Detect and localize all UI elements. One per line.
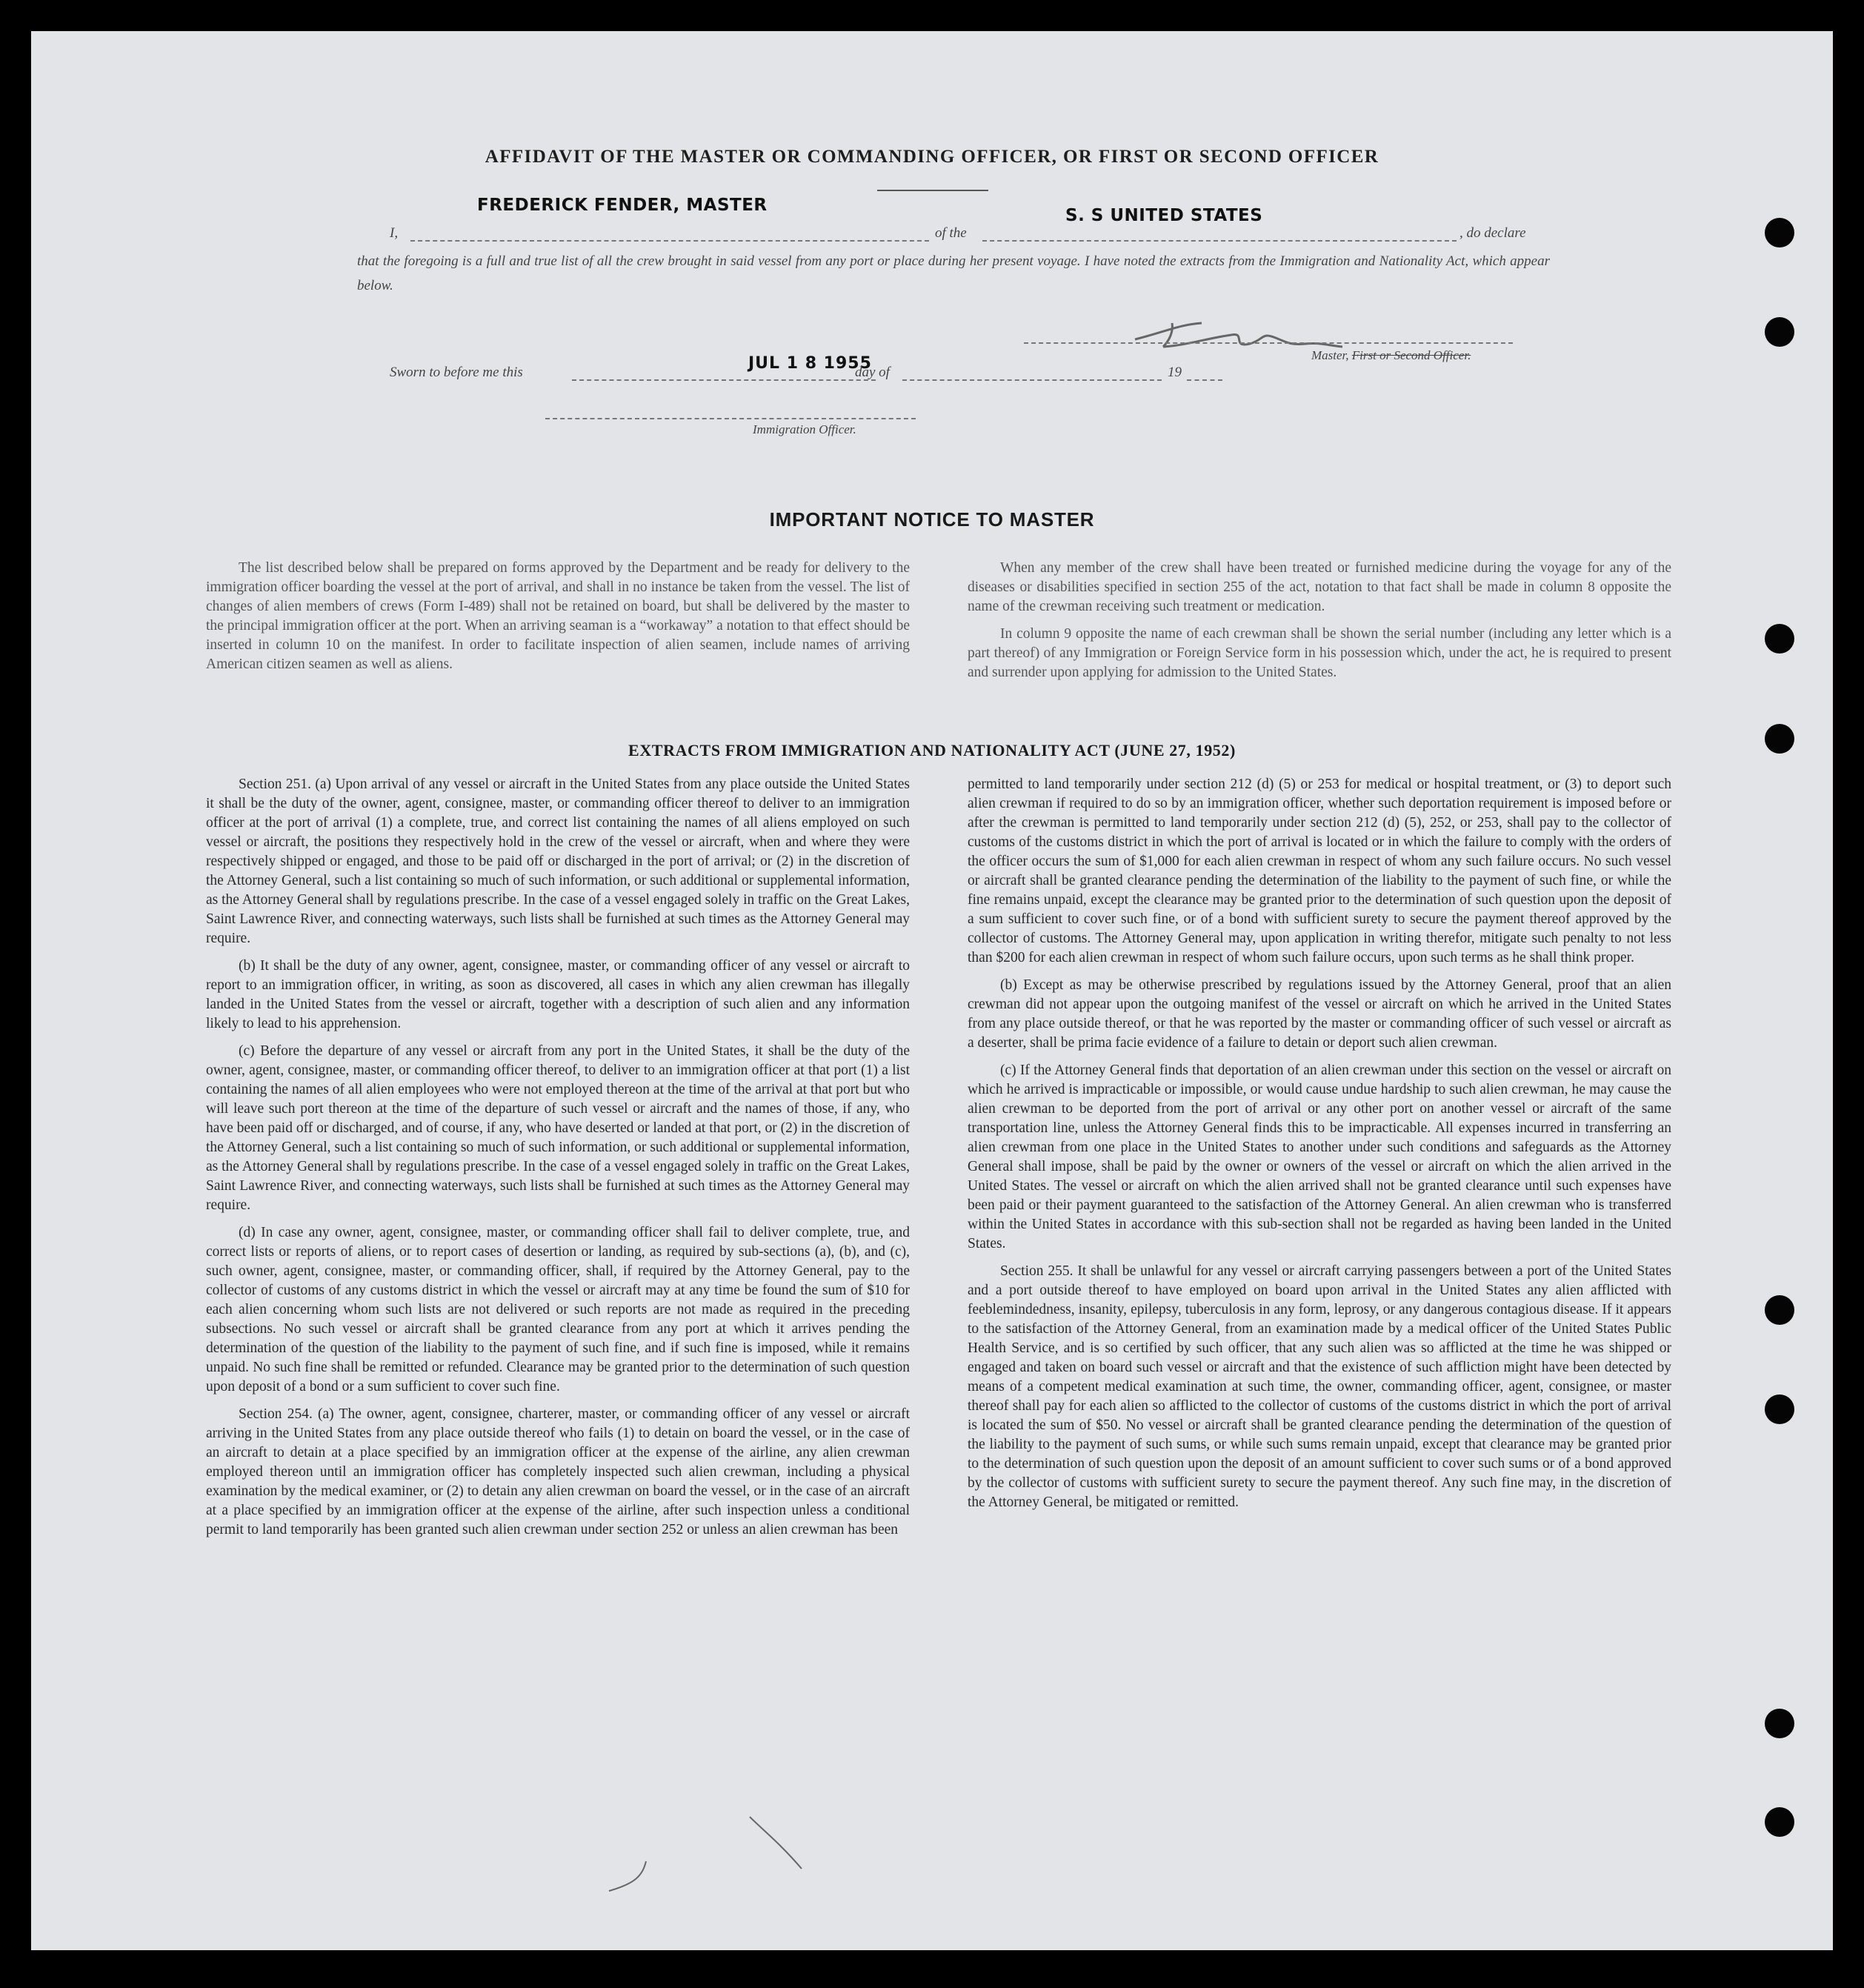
extract-paragraph: Section 255. It shall be unlawful for any vessel or aircraft carrying passengers between a port of the United States and a port outside thereof to have employed on board upon arrival in the United States any alien afflicted with feeblemindedness, insanity, epilepsy, tuberculosis in any form, leprosy, or any dangerous contagious disease. If it appears to the satisfaction of the Attorney General, from an examination made by a medical officer of the United States Public Health Service, and is so certified by such officer, that any such alien was so afflicted at the time he was shipped or engaged and taken on board such vessel or aircraft and that the existence of such affliction might have been detected by means of a competent medical examination at such time, the owner, commanding officer, agent, consignee, or master thereof shall pay for each alien so afflicted to the collector of customs of the customs district in which the port of arrival is located the sum of $50. No vessel or aircraft shall be granted clearance pending the determination of the question of the liability to the payment of such sums, or while such sums remain unpaid, except that clearance may be granted prior to the determination of such question upon the deposit of an amount sufficient to cover such sums or of a bond approved by the collector of customs with sufficient surety to secure the payment thereof. Any such fine may, in the discretion of the Attorney General, be mitigated or remitted.	[968, 1263, 1671, 1510]
sworn-year-line	[1187, 379, 1222, 381]
extract-paragraph: (c) If the Attorney General finds that deportation of an alien crewman under this section on the vessel or aircraft on which he arrived is impracticable or impossible, or would cause undue hardship to such alien crewman, he may cause the alien crewman to be deported from the port of arrival or any other port on another vessel or aircraft of the same transportation line, unless the Attorney General finds this to be impracticable. All expenses incurred in transferring an alien crewman from one place in the United States to another under such conditions and safeguards as the Attorney General shall impose, shall be paid by the owner or owners of the vessel or aircraft on which the alien arrived in the United States. The vessel or aircraft on which the alien arrived shall not be granted clearance until such expenses have been paid or their payment guaranteed to the satisfaction of the Attorney General. An alien crewman who is transferred within the United States in accordance with this sub-section shall not be regarded as having been landed in the United States.	[968, 1063, 1671, 1251]
label-immigration-officer: Immigration Officer.	[753, 422, 856, 436]
vessel-name: S. S UNITED STATES	[1065, 206, 1263, 225]
sworn-day-line	[572, 379, 876, 381]
label-do-declare: , do declare	[1459, 225, 1526, 241]
label-day-of: day of	[855, 365, 890, 380]
notice-right-column	[968, 559, 1671, 691]
immigration-officer-line	[545, 418, 916, 419]
name-line	[410, 240, 929, 242]
binder-hole	[1765, 1807, 1794, 1837]
binder-hole	[1765, 1709, 1794, 1738]
notice-right-paragraph-2: In column 9 opposite the name of each crewman shall be shown the serial number (including any letter which is a part thereof) of any Immigration or Foreign Service form in his possession which, under the act, he is required to present and surrender upon applying for admission to the United States.	[968, 626, 1671, 680]
label-i: I,	[390, 225, 399, 241]
affidavit-title: AFFIDAVIT OF THE MASTER OR COMMANDING OFFICER, OR FIRST OR SECOND OFFICER	[485, 147, 1379, 167]
signature-role	[1311, 348, 1471, 363]
extracts-right-column	[968, 775, 1671, 1520]
binder-hole	[1765, 218, 1794, 247]
label-sworn: Sworn to before me this	[390, 365, 523, 380]
notice-right-paragraph-1: When any member of the crew shall have been treated or furnished medicine during the voyage for any of the diseases or disabilities specified in section 255 of the act, notation to that fact shall be made in column 8 opposite the name of the crewman receiving such treatment or medication.	[968, 560, 1671, 614]
extract-paragraph: (c) Before the departure of any vessel or aircraft from any port in the United States, it shall be the duty of the owner, agent, consignee, master, or commanding officer thereof, to deliver to an immigration officer at that port (1) a list containing the names of all alien employees who were not employed thereon at the time of the arrival at that port but who will leave such port thereon at the time of the departure of such vessel or aircraft and the names of those, if any, who have been paid off or discharged, and of course, if any, who have deserted or landed at that port, or (2) in the discretion of the Attorney General, such a list containing so much of such information, or such additional or supplemental information, as the Attorney General shall by regulations prescribe. In the case of a vessel engaged solely in traffic on the Great Lakes, Saint Lawrence River, and connecting waterways, such lists shall be furnished at such times as the Attorney General may require.	[206, 1043, 910, 1213]
signature-role-master: Master,	[1311, 348, 1349, 362]
sworn-date-stamp: JUL 1 8 1955	[748, 354, 872, 373]
signature-role-struck: First or Second Officer.	[1351, 348, 1471, 362]
binder-hole	[1765, 624, 1794, 654]
vessel-line	[982, 240, 1457, 242]
notice-left-paragraph: The list described below shall be prepared on forms approved by the Department and be ready for delivery to the immigration officer boarding the vessel at the port of arrival, and shall in no instance be taken from the vessel. The list of changes of alien members of crews (Form I-489) shall not be retained on board, but shall be delivered by the master to the principal immigration officer at the port. When an arriving seaman is a “workaway” a notation to that effect should be inserted in column 10 on the manifest. In order to facilitate inspection of alien seamen, include names of arriving American citizen seamen as well as aliens.	[206, 560, 910, 672]
label-of-the: of the	[935, 225, 967, 241]
extract-paragraph: (b) It shall be the duty of any owner, agent, consignee, master, or commanding officer of any vessel or aircraft to report to an immigration officer, in writing, as soon as discovered, all cases in which any alien crewman has illegally landed in the United States from the vessel or aircraft, together with a description of such alien and any information likely to lead to his apprehension.	[206, 958, 910, 1031]
title-divider	[877, 190, 988, 191]
binder-hole	[1765, 317, 1794, 347]
extract-paragraph: Section 251. (a) Upon arrival of any vessel or aircraft in the United States from any place outside the United States it shall be the duty of the owner, agent, consignee, master, or commanding officer thereof to deliver to an immigration officer at the port of arrival (1) a complete, true, and correct list containing the names of all aliens employed on such vessel or aircraft, the positions they respectively hold in the crew of the vessel or aircraft, when and where they were respectively shipped or engaged, and those to be paid off or discharged in the port of arrival; or (2) in the discretion of the Attorney General, such a list containing so much of such information, or such additional or supplemental information, as the Attorney General shall by regulations prescribe. In the case of a vessel engaged solely in traffic on the Great Lakes, Saint Lawrence River, and connecting waterways, such lists shall be furnished at such times as the Attorney General may require.	[206, 777, 910, 946]
binder-hole	[1765, 1295, 1794, 1325]
document-page	[31, 31, 1833, 1950]
sworn-month-line	[902, 379, 1162, 381]
extracts-title: EXTRACTS FROM IMMIGRATION AND NATIONALITY ACT (JUNE 27, 1952)	[628, 741, 1236, 759]
master-name: FREDERICK FENDER, MASTER	[477, 196, 768, 215]
stray-pen-mark	[565, 1809, 876, 1913]
notice-left-column	[206, 559, 910, 682]
notice-title: IMPORTANT NOTICE TO MASTER	[769, 508, 1095, 531]
extracts-left-column	[206, 775, 910, 1548]
extract-paragraph: permitted to land temporarily under section 212 (d) (5) or 253 for medical or hospital treatment, or (3) to deport such alien crewman if required to do so by an immigration officer, whether such deportation requirement is imposed before or after the crewman is permitted to land temporarily under section 212 (d) (5), 252, or 253, shall pay to the collector of customs of the customs district in which the port of arrival is located or in which the failure to comply with the orders of the officer occurs the sum of $1,000 for each alien crewman in respect of whom any such failure occurs. No such vessel or aircraft shall be granted clearance pending the determination of the liability to the payment of such fine, or while the fine remains unpaid, except the clearance may be granted prior to the determination of such question upon the deposit of a sum sufficient to cover such fine, or of a bond with sufficient surety to secure the payment thereof approved by the collector of customs. The Attorney General may, upon application in writing therefor, mitigate such penalty to not less than $200 for each alien crewman in respect of whom such failure occurs, upon such terms as he shall think proper.	[968, 777, 1671, 965]
extract-paragraph: (d) In case any owner, agent, consignee, master, or commanding officer shall fail to deliver complete, true, and correct lists or reports of aliens, or to report cases of desertion or landing, as required by sub-sections (a), (b), and (c), such owner, agent, consignee, master, or commanding officer, shall, if required by the Attorney General, pay to the collector of customs of any customs district in which the vessel or aircraft may at any time be found the sum of $10 for each alien concerning whom such lists are not delivered or such reports are not made as required in the preceding subsections. No such vessel or aircraft shall be granted clearance from any port at which it arrives pending the determination of the question of the liability to the payment of such fine, and if such fine is imposed, while it remains unpaid. No such fine shall be remitted or refunded. Clearance may be granted prior to the determination of such question upon deposit of a bond or a sum sufficient to cover such fine.	[206, 1225, 910, 1394]
signature-line	[1024, 342, 1513, 344]
binder-hole	[1765, 1394, 1794, 1424]
extract-paragraph: (b) Except as may be otherwise prescribed by regulations issued by the Attorney General, proof that an alien crewman did not appear upon the outgoing manifest of the vessel or aircraft on which he arrived in the United States from any place outside thereof, or that he was reported by the master or commanding officer of such vessel or aircraft as a deserter, shall be prima facie evidence of a failure to detain or deport such alien crewman.	[968, 977, 1671, 1051]
extract-paragraph: Section 254. (a) The owner, agent, consignee, charterer, master, or commanding officer of any vessel or aircraft arriving in the United States from any place outside thereof who fails (1) to detain on board the vessel, or in the case of an aircraft to detain at a place specified by an immigration officer at the expense of the airline, any alien crewman employed thereon until an immigration officer has completely inspected such alien crewman, including a physical examination by the medical examiner, or (2) to detain any alien crewman on board the vessel, or in the case of an aircraft at a place specified by an immigration officer at the expense of the airline, after such inspection unless a conditional permit to land temporarily has been granted such alien crewman under section 252 or unless an alien crewman has been	[206, 1406, 910, 1537]
label-year: 19	[1168, 365, 1182, 380]
declaration-text: that the foregoing is a full and true list of all the crew brought in said vessel from any port or place during her present voyage. I have noted the extracts from the Immigration and Nationality Act, which appear below.	[357, 253, 1550, 293]
